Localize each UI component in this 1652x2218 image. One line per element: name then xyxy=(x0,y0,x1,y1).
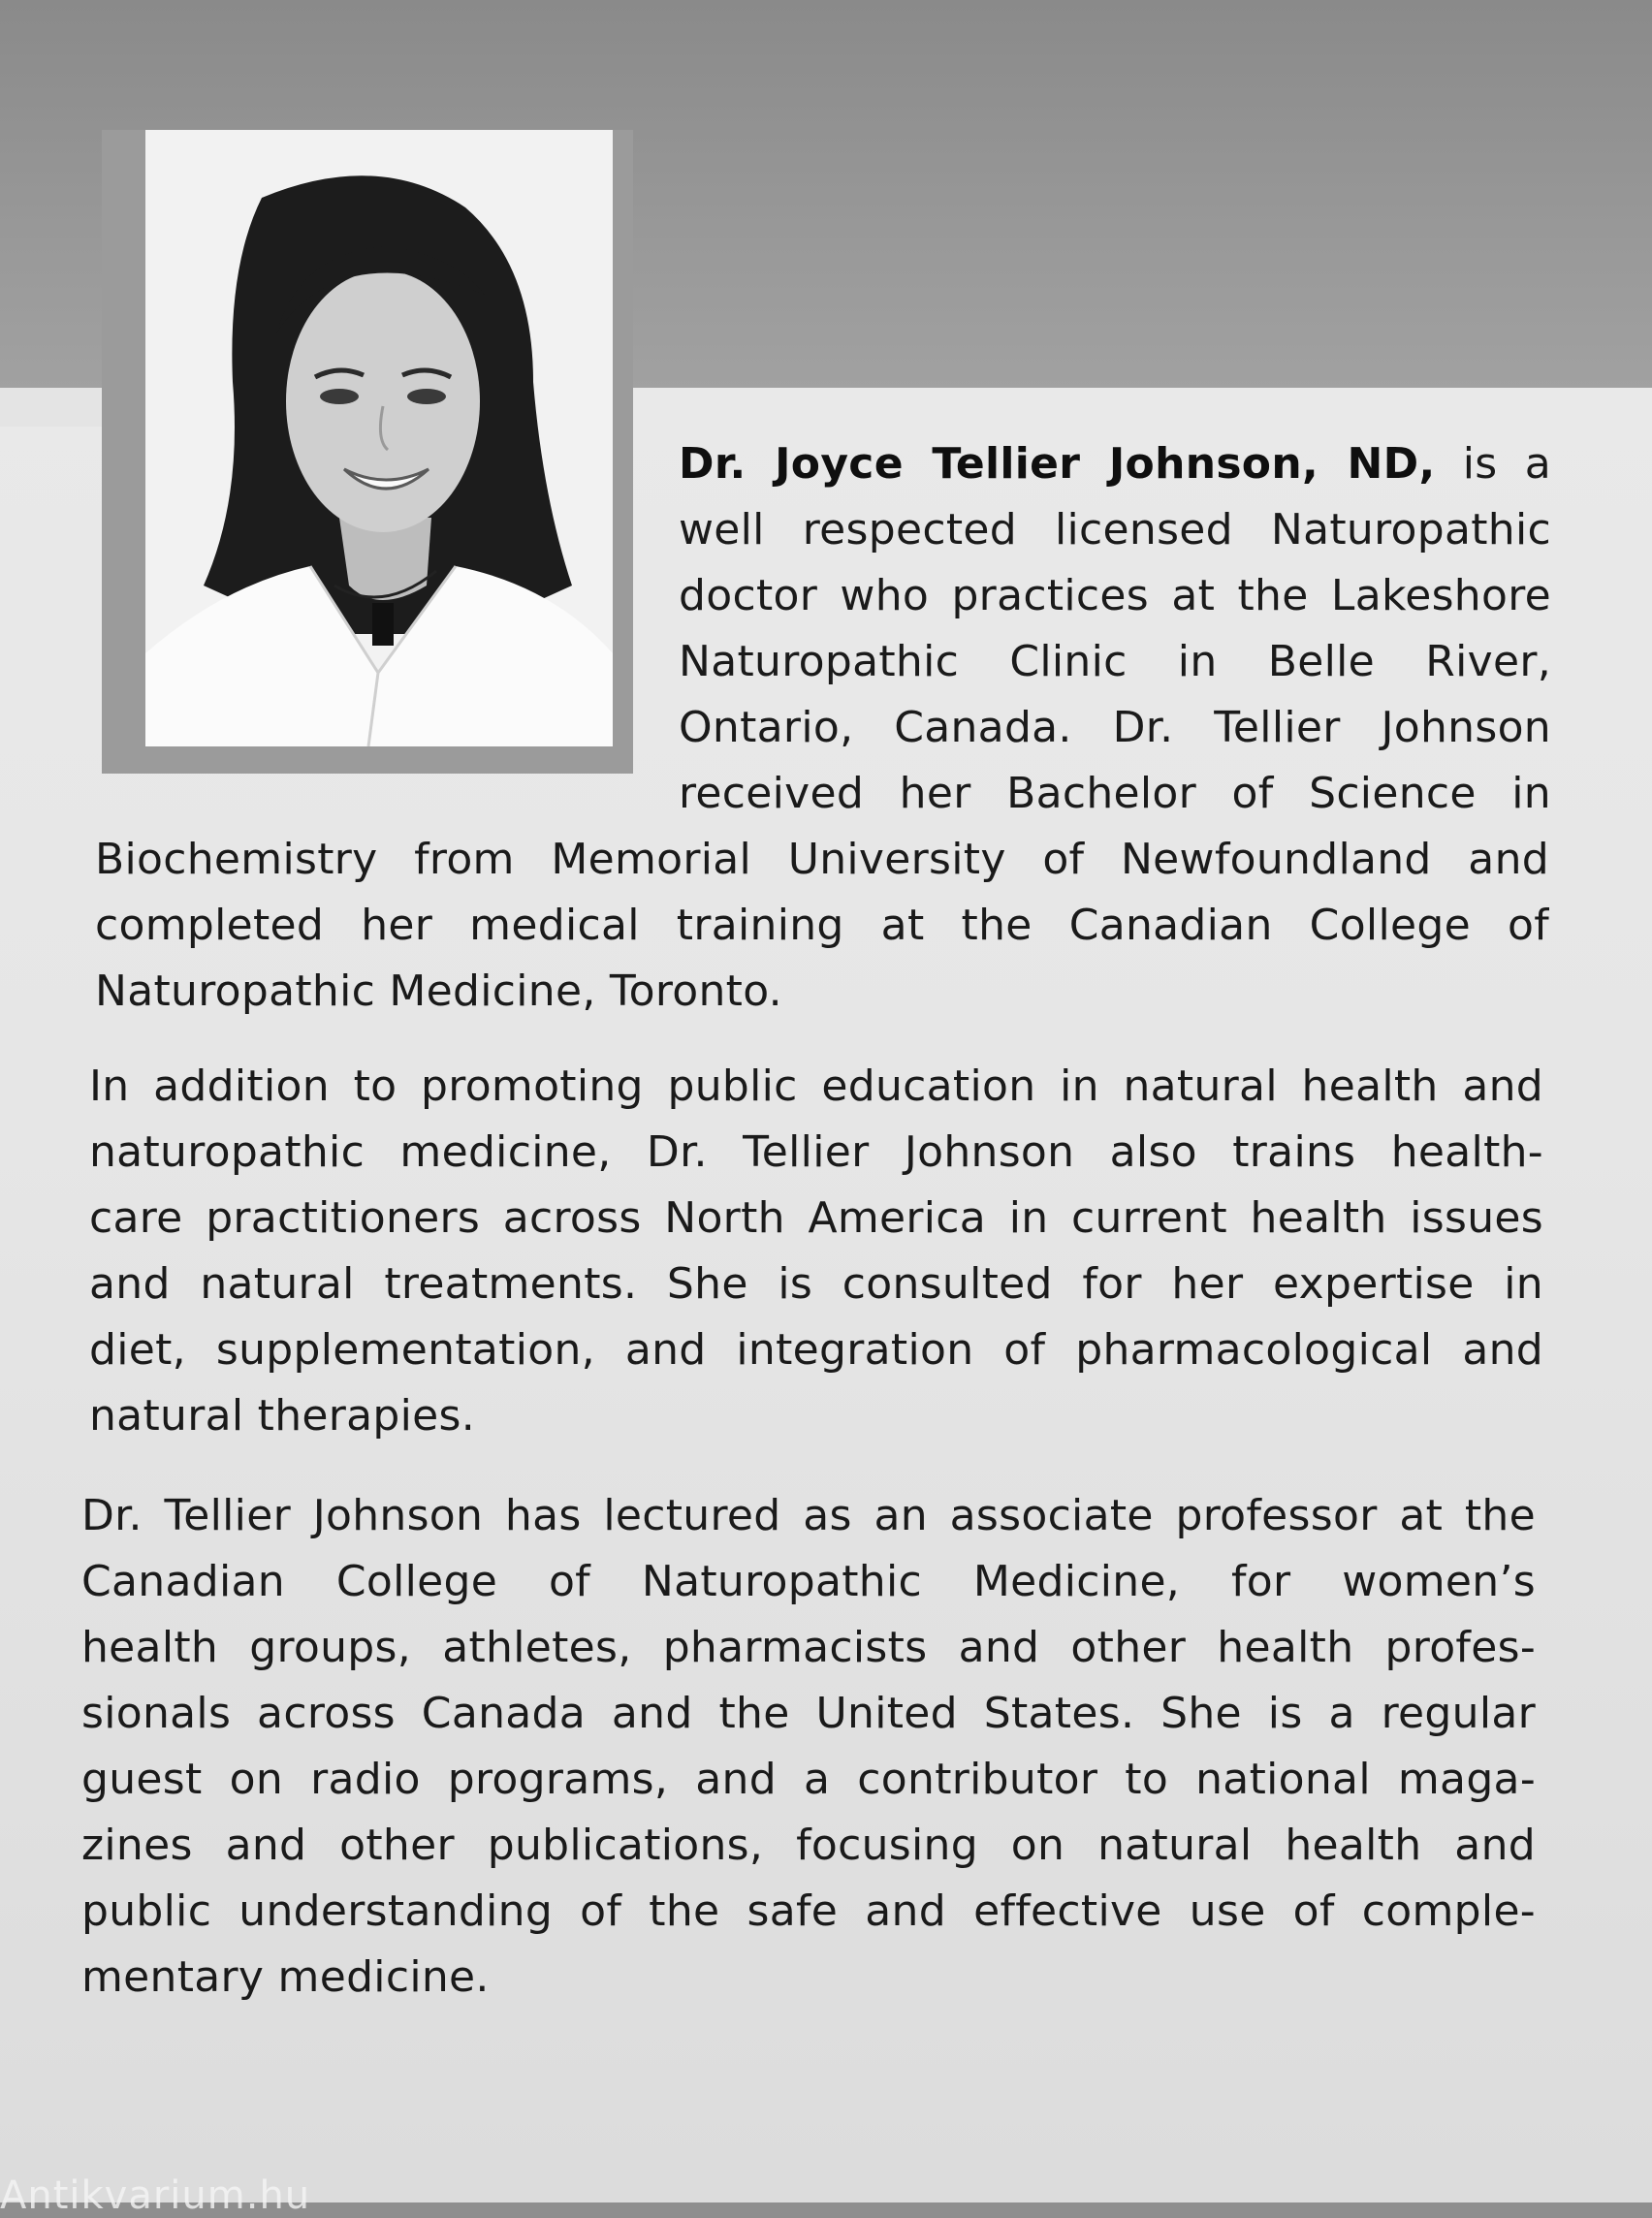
para3-line-6: zines and other publications, focusing on natural health and xyxy=(81,1821,1536,1870)
para3-line-8: mentary medicine. xyxy=(81,1952,490,2002)
para3-line-4: sionals across Canada and the United States. She is a regular xyxy=(81,1689,1536,1738)
para3-line-7: public understanding of the safe and effective use of comple- xyxy=(81,1886,1536,1936)
intro-line-4: Naturopathic Clinic in Belle River, xyxy=(679,637,1551,686)
bio-intro-continuation xyxy=(95,827,1549,1025)
para2-line-6: natural therapies. xyxy=(89,1391,476,1441)
intro-line-1: Dr. Joyce Tellier Johnson, ND, is a xyxy=(679,439,1551,489)
bio-paragraph-2 xyxy=(89,1054,1543,1449)
intro-line-5: Ontario, Canada. Dr. Tellier Johnson xyxy=(679,703,1551,752)
para3-line-1: Dr. Tellier Johnson has lectured as an associate professor at the xyxy=(81,1491,1536,1540)
intro-line-3: doctor who practices at the Lakeshore xyxy=(679,571,1551,620)
para2-line-2: naturopathic medicine, Dr. Tellier Johnson also trains health- xyxy=(89,1127,1543,1177)
para2-line-1: In addition to promoting public education in natural health and xyxy=(89,1061,1543,1111)
para3-line-3: health groups, athletes, pharmacists and other health profes- xyxy=(81,1623,1536,1672)
bio-intro-block xyxy=(679,431,1551,827)
para2-line-5: diet, supplementation, and integration of pharmacological and xyxy=(89,1325,1543,1375)
para3-line-2: Canadian College of Naturopathic Medicine, for women’s xyxy=(81,1557,1536,1606)
para3-line-5: guest on radio programs, and a contributor to national maga- xyxy=(81,1755,1536,1804)
author-name: Dr. Joyce Tellier Johnson, ND, xyxy=(679,439,1436,489)
author-portrait-photo xyxy=(145,130,613,746)
intro-rest-line-3: Naturopathic Medicine, Toronto. xyxy=(95,966,782,1016)
para2-line-4: and natural treatments. She is consulted for her expertise in xyxy=(89,1259,1543,1309)
watermark-text: Antikvarium.hu xyxy=(0,2173,311,2218)
intro-line-2: well respected licensed Naturopathic xyxy=(679,505,1551,554)
intro-line-6: received her Bachelor of Science in xyxy=(679,769,1551,818)
intro-rest-line-2: completed her medical training at the Canadian College of xyxy=(95,901,1549,950)
left-page-tab xyxy=(0,388,114,427)
para2-line-3: care practitioners across North America in current health issues xyxy=(89,1193,1543,1243)
bio-paragraph-3 xyxy=(81,1483,1536,2011)
intro-rest-line-1: Biochemistry from Memorial University of Newfoundland and xyxy=(95,835,1549,884)
